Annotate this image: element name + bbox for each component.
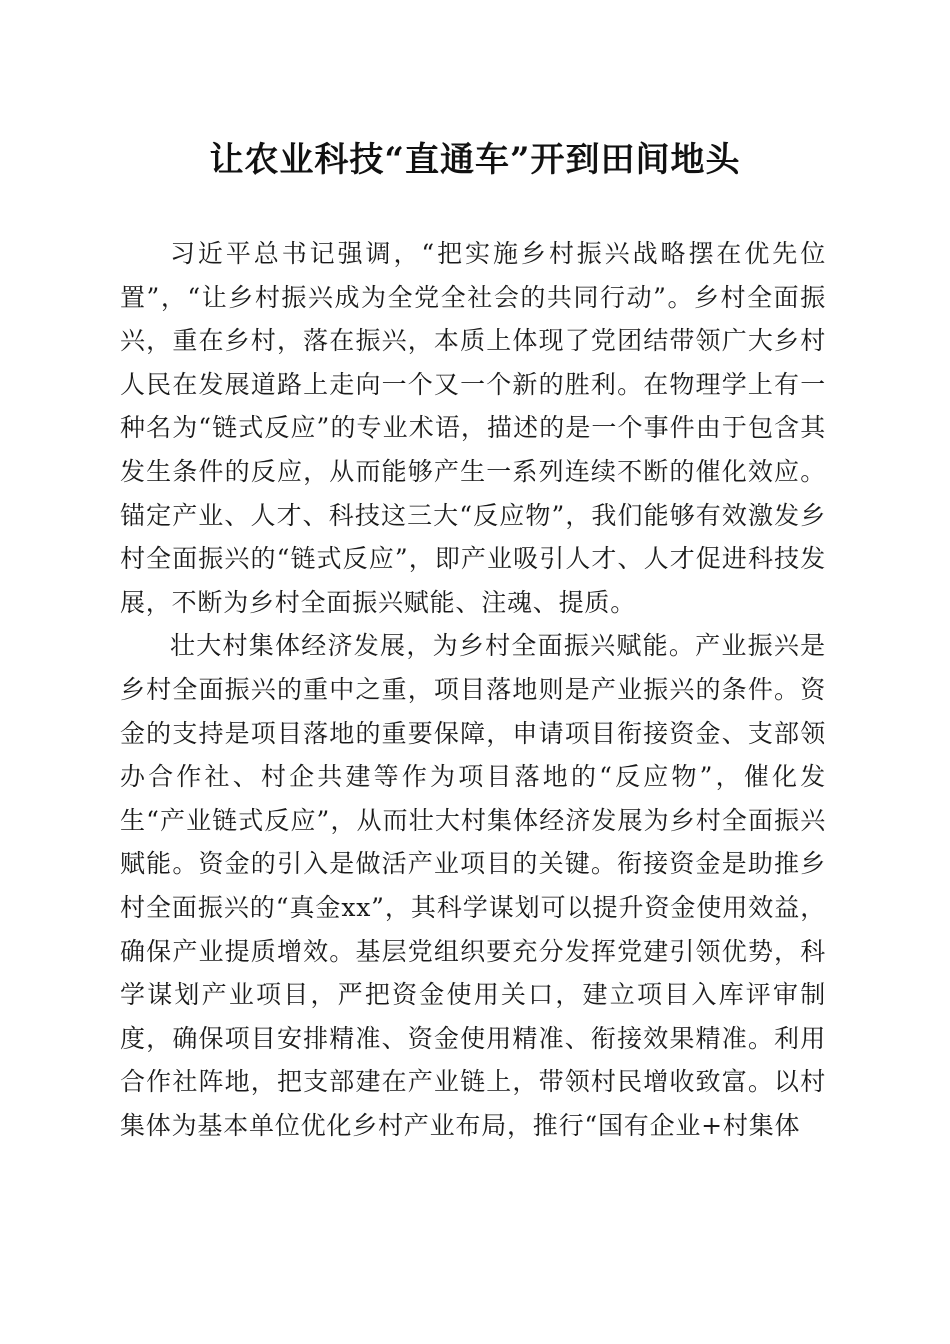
paragraph: 习近平总书记强调，“把实施乡村振兴战略摆在优先位置”，“让乡村振兴成为全党全社会的共同行动”。乡村全面振兴，重在乡村，落在振兴，本质上体现了党团结带领广大乡村人民在发展道路上走向一个又一个新的胜利。在物理学上有一种名为“链式反应”的专业术语，描述的是一个事件由于包含其发生条件的反应，从而能够产生一系列连续不断的催化效应。锚定产业、人才、科技这三大“反应物”，我们能够有效激发乡村全面振兴的“链式反应”，即产业吸引人才、人才促进科技发展，不断为乡村全面振兴赋能、注魂、提质。: [120, 239, 826, 617]
paragraph: 壮大村集体经济发展，为乡村全面振兴赋能。产业振兴是乡村全面振兴的重中之重，项目落地则是产业振兴的条件。资金的支持是项目落地的重要保障，申请项目衔接资金、支部领办合作社、村企共建等作为项目落地的“反应物”，催化发生“产业链式反应”，从而壮大村集体经济发展为乡村全面振兴赋能。资金的引入是做活产业项目的关键。衔接资金是助推乡村全面振兴的“真金xx”，其科学谋划可以提升资金使用效益，确保产业提质增效。基层党组织要充分发挥党建引领优势，科学谋划产业项目，严把资金使用关口，建立项目入库评审制度，确保项目安排精准、资金使用精准、衔接效果精准。利用合作社阵地，把支部建在产业链上，带领村民增收致富。以村集体为基本单位优化乡村产业布局，推行“国有企业+村集体: [120, 631, 826, 1140]
document-body: [120, 232, 826, 1147]
document-title: 让农业科技“直通车”开到田间地头: [209, 140, 741, 180]
